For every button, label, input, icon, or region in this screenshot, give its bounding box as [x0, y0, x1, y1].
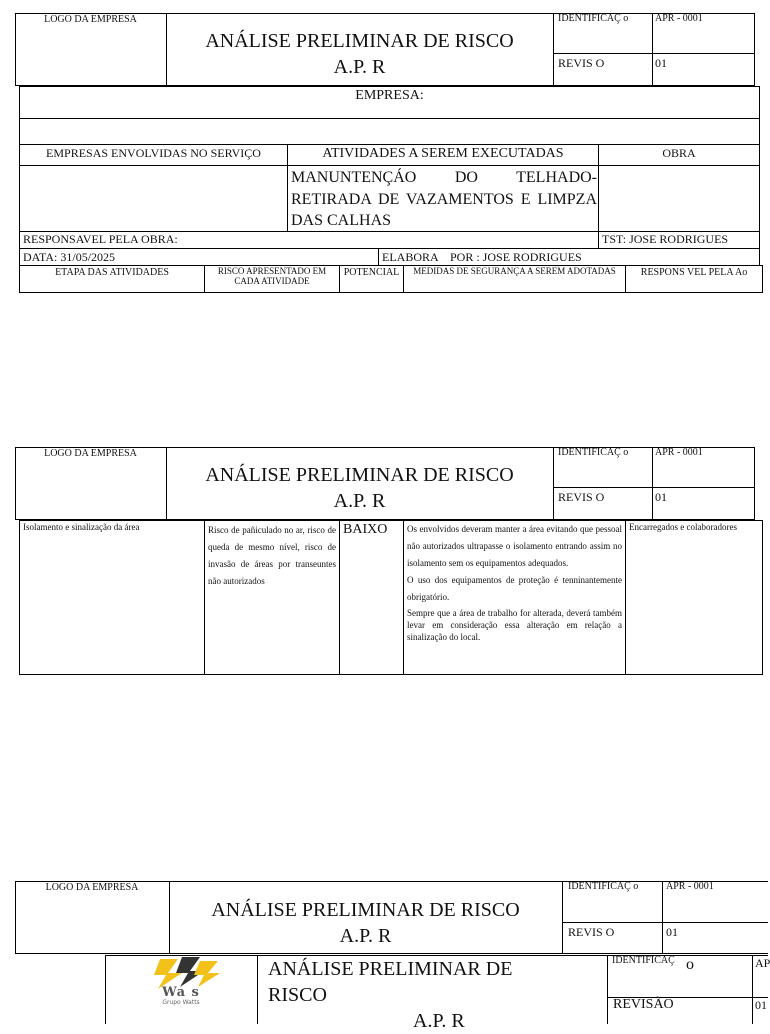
empresa-label: EMPRESA: [355, 88, 424, 103]
divider [257, 955, 258, 1024]
row-risco-text: Risco de pañiculado no ar, risco de queda de mesmo nível, risco de invasão de áreas por transeuntes não autorizados [208, 525, 336, 587]
page-title [166, 28, 553, 80]
divider [562, 881, 563, 954]
logo-subtext: Grupo Watts [162, 999, 200, 1006]
revisao-value: 01 [666, 925, 678, 939]
elaborado-label: ELABORA POR : JOSE RODRIGUES [382, 250, 582, 264]
row-medidas-text [407, 521, 622, 644]
identificacao-label: IDENTIFICAÇ o [568, 881, 639, 892]
revisao-label: REVIS O [568, 925, 615, 939]
medidas-paragraph-2: O uso dos equipamentos de proteção é tenninantemente obrigatório. [407, 575, 622, 603]
logo-placeholder-label: LOGO DA EMPRESA [45, 882, 139, 893]
title-line-2: A.P. R [333, 56, 386, 78]
identificacao-value: APR - 0001 [655, 447, 703, 458]
page-title [166, 462, 553, 514]
medidas-paragraph-1: Os envolvidos deveram manter a área evitando que pessoal não autorizados ultrapasse o isolamento entrando assim no isolamento sem os equipamentos adequados. [407, 524, 622, 569]
page-title [169, 897, 562, 949]
inner-page-title [268, 956, 604, 1034]
title-line-2: A.P. R [333, 490, 386, 512]
inner-title-line-1: ANÁLISE PRELIMINAR DE [268, 958, 513, 980]
row-responsavel-text: Encarregados e colaboradores [629, 522, 737, 532]
revisao-label: REVIS O [558, 56, 605, 70]
col-risco-label: RISCO APRESENTADO EM CADA ATIVIDADE [217, 266, 327, 287]
title-line-1: ANÁLISE PRELIMINAR DE RISCO [205, 464, 514, 486]
revisao-value: 01 [655, 490, 667, 504]
title-line-1: ANÁLISE PRELIMINAR DE RISCO [205, 30, 514, 52]
logo-placeholder-label: LOGO DA EMPRESA [44, 448, 137, 459]
divider [553, 447, 554, 520]
identificacao-value: APR - 0001 [666, 881, 714, 892]
divider [553, 13, 554, 86]
row-potencial-cell [339, 520, 404, 675]
data-label: DATA: 31/05/2025 [23, 250, 116, 264]
empresas-envolvidas-label: EMPRESAS ENVOLVIDAS NO SERVIÇO [46, 146, 261, 160]
revisao-label: REVIS O [558, 490, 605, 504]
row-etapa-text: Isolamento e sinalização da área [23, 522, 140, 532]
atividades-label: ATIVIDADES A SEREM EXECUTADAS [322, 146, 564, 161]
medidas-paragraph-3: Sempre que a área de trabalho for alterada, deverá também levar em consideração essa alteração em relação a sinalização do local. [407, 608, 622, 642]
col-responsavel-label: RESPONS VEL PELA Ao [640, 267, 748, 278]
tst-label: TST: JOSE RODRIGUES [602, 232, 729, 246]
row-potencial-text: BAIXO [343, 522, 388, 537]
company-logo [138, 955, 224, 1007]
inner-identificacao-value: AP [755, 956, 770, 970]
logo-placeholder-label: LOGO DA EMPRESA [44, 14, 137, 25]
responsavel-label: RESPONSAVEL PELA OBRA: [23, 232, 178, 246]
obra-label: OBRA [662, 146, 696, 160]
inner-revisao-label: REVISÃO [613, 997, 674, 1012]
empresa-value-row[interactable] [19, 118, 760, 145]
title-line-1: ANÁLISE PRELIMINAR DE RISCO [211, 899, 520, 921]
identificacao-value: APR - 0001 [655, 13, 703, 24]
col-etapa-label: ETAPA DAS ATIVIDADES [55, 267, 169, 278]
identificacao-label: IDENTIFICAÇ o [558, 447, 629, 458]
row-etapa-cell [19, 520, 205, 675]
logo-wordmark: Wa s [162, 985, 200, 1000]
inner-title-line-2: RISCO [268, 984, 327, 1006]
divider [607, 955, 608, 1024]
inner-title-line-3: A.P. R [413, 1010, 465, 1032]
inner-identificacao-label: IDENTIFICAÇ [612, 955, 675, 966]
atividades-text: MANUNTENÇÁO DO TELHADO-RETIRADA DE VAZAMENTOS E LIMPZA DAS CALHAS [291, 169, 597, 230]
obra-value[interactable] [598, 165, 760, 232]
col-medidas-label: MEDIDAS DE SEGURANÇA A SEREM ADOTADAS [413, 266, 616, 276]
divider [752, 955, 753, 1024]
row-responsavel-cell [625, 520, 763, 675]
identificacao-label: IDENTIFICAÇ o [558, 13, 629, 24]
inner-revisao-value: 01 [755, 998, 767, 1012]
title-line-2: A.P. R [339, 925, 392, 947]
empresas-envolvidas-value[interactable] [19, 165, 288, 232]
revisao-value: 01 [655, 56, 667, 70]
col-potencial-label: POTENCIAL [343, 267, 400, 278]
inner-identificacao-o: o [686, 956, 694, 973]
